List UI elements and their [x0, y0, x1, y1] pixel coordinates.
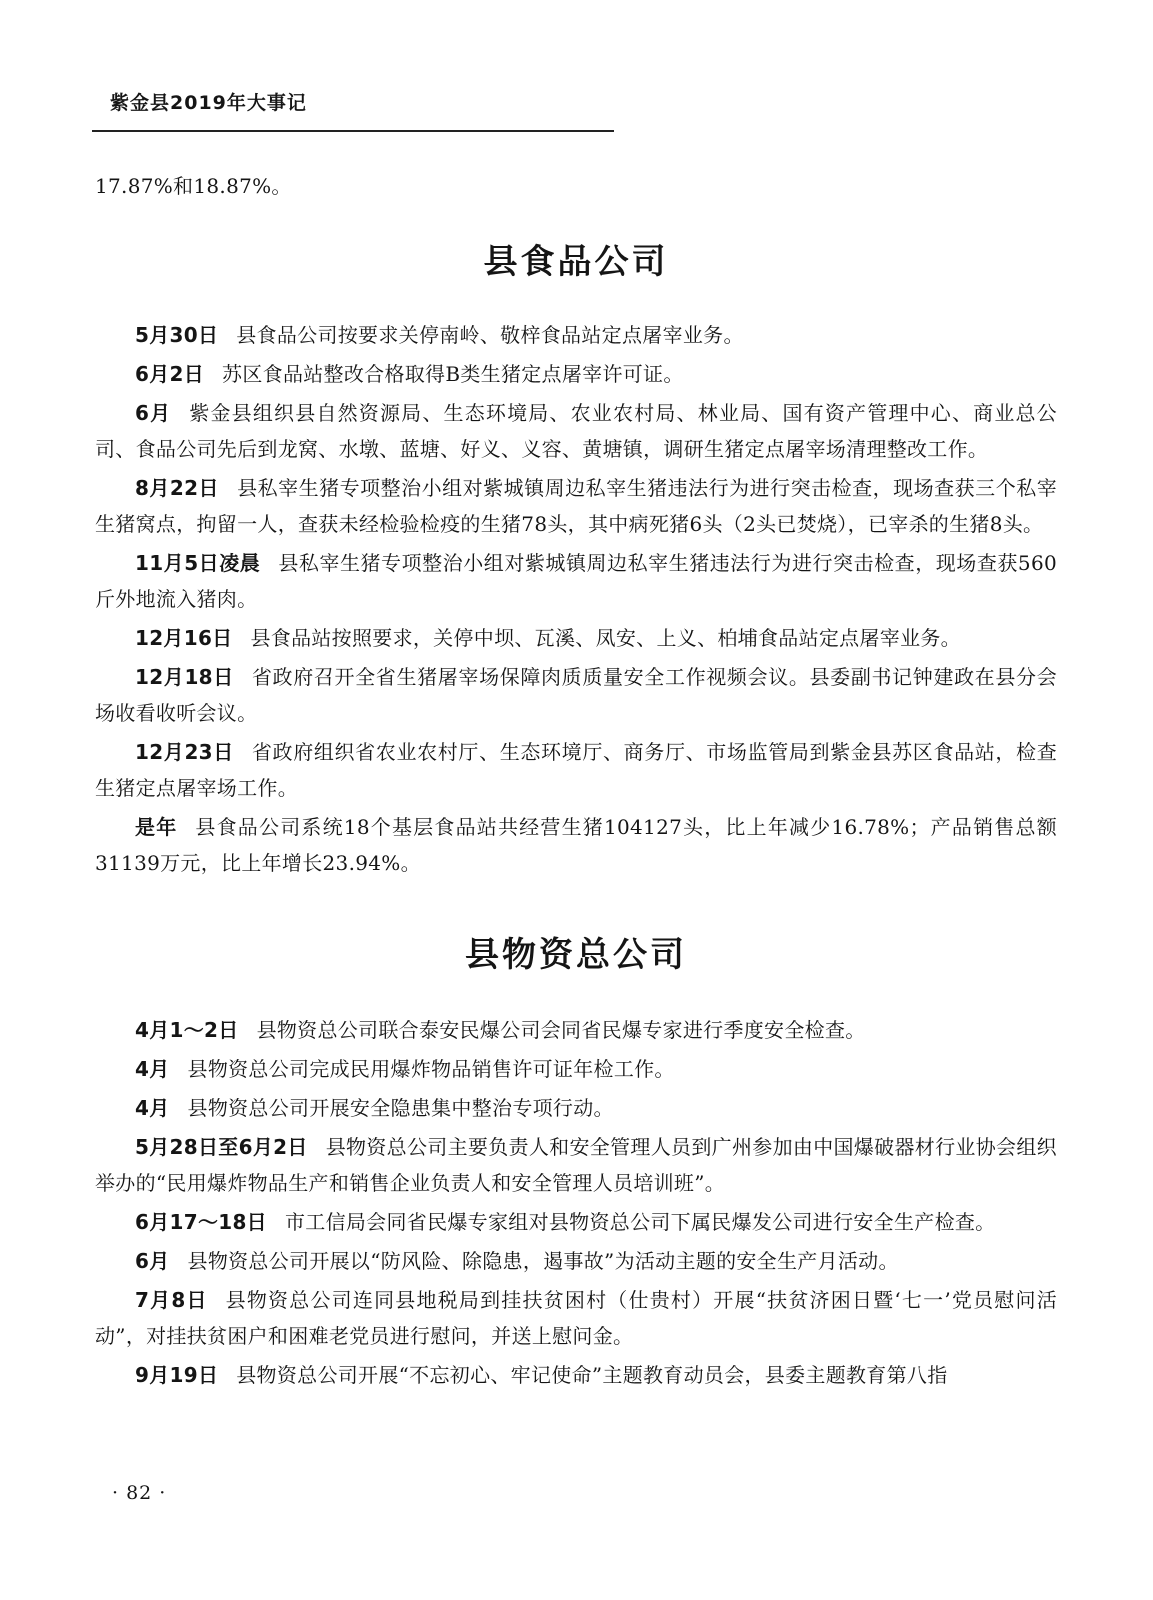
event-text: 县私宰生猪专项整治小组对紫城镇周边私宰生猪违法行为进行突击检查，现场查获560斤外地流入猪肉。 — [95, 551, 1058, 611]
event-text: 省政府召开全省生猪屠宰场保障肉质质量安全工作视频会议。县委副书记钟建政在县分会场收看收听会议。 — [95, 665, 1058, 725]
event-date: 5月28日至6月2日 — [135, 1135, 308, 1159]
event-entry — [95, 1051, 1057, 1087]
event-text: 苏区食品站整改合格取得B类生猪定点屠宰许可证。 — [222, 362, 684, 386]
section-entries-food-company — [95, 317, 1057, 881]
event-entry — [95, 620, 1057, 656]
event-date: 6月2日 — [135, 362, 205, 386]
event-text: 县物资总公司联合泰安民爆公司会同省民爆专家进行季度安全检查。 — [256, 1018, 866, 1042]
event-entry — [95, 809, 1057, 881]
event-date: 4月 — [135, 1057, 170, 1081]
event-text: 省政府组织省农业农村厅、生态环境厅、商务厅、市场监管局到紫金县苏区食品站，检查生猪定点屠宰场工作。 — [95, 740, 1058, 800]
event-entry — [95, 1012, 1057, 1048]
running-title: 紫金县2019年大事记 — [110, 92, 307, 114]
event-date: 8月22日 — [135, 476, 220, 500]
event-text: 县私宰生猪专项整治小组对紫城镇周边私宰生猪违法行为进行突击检查，现场查获三个私宰生猪窝点，拘留一人，查获未经检验检疫的生猪78头，其中病死猪6头（2头已焚烧），已宰杀的生猪8头。 — [95, 476, 1057, 536]
event-date: 6月 — [135, 1249, 170, 1273]
event-date: 5月30日 — [135, 323, 219, 347]
header-rule — [92, 130, 614, 132]
event-entry — [95, 734, 1057, 806]
event-date: 12月18日 — [135, 665, 234, 689]
event-entry — [95, 659, 1057, 731]
event-entry — [95, 1204, 1057, 1240]
event-entry — [95, 1129, 1057, 1201]
section-title-materials-company: 县物资总公司 — [465, 935, 687, 975]
event-entry — [95, 317, 1057, 353]
event-text: 县物资总公司开展“不忘初心、牢记使命”主题教育动员会，县委主题教育第八指 — [236, 1363, 948, 1387]
event-text: 县物资总公司连同县地税局到挂扶贫困村（仕贵村）开展“扶贫济困日暨‘七一’党员慰问活动”，对挂扶贫困户和困难老党员进行慰问，并送上慰问金。 — [95, 1288, 1057, 1348]
event-text: 市工信局会同省民爆专家组对县物资总公司下属民爆发公司进行安全生产检查。 — [284, 1210, 996, 1234]
event-entry — [95, 545, 1057, 617]
event-entry — [95, 1090, 1057, 1126]
event-date: 6月17～18日 — [135, 1210, 267, 1234]
event-text: 县物资总公司完成民用爆炸物品销售许可证年检工作。 — [187, 1057, 675, 1081]
event-date: 9月19日 — [135, 1363, 219, 1387]
event-date: 4月1～2日 — [135, 1018, 239, 1042]
event-entry — [95, 1282, 1057, 1354]
event-text: 县物资总公司主要负责人和安全管理人员到广州参加由中国爆破器材行业协会组织举办的“民用爆炸物品生产和销售企业负责人和安全管理人员培训班”。 — [95, 1135, 1057, 1195]
event-text: 县食品公司系统18个基层食品站共经营生猪104127头，比上年减少16.78%；产品销售总额31139万元，比上年增长23.94%。 — [95, 815, 1057, 875]
event-entry — [95, 395, 1057, 467]
event-date: 12月16日 — [135, 626, 233, 650]
section-entries-materials-company — [95, 1012, 1057, 1393]
event-date: 6月 — [135, 401, 172, 425]
event-entry — [95, 1357, 1057, 1393]
event-text: 县食品站按照要求，关停中坝、瓦溪、凤安、上义、柏埔食品站定点屠宰业务。 — [250, 626, 961, 650]
page-number: · 82 · — [112, 1482, 167, 1504]
event-date: 11月5日凌晨 — [135, 551, 261, 575]
event-text: 县食品公司按要求关停南岭、敬梓食品站定点屠宰业务。 — [236, 323, 744, 347]
event-text: 紫金县组织县自然资源局、生态环境局、农业农村局、林业局、国有资产管理中心、商业总公司、食品公司先后到龙窝、水墩、蓝塘、好义、义容、黄塘镇，调研生猪定点屠宰场清理整改工作。 — [95, 401, 1057, 461]
event-entry — [95, 470, 1057, 542]
event-date: 12月23日 — [135, 740, 234, 764]
event-date: 是年 — [135, 815, 178, 839]
section-title-food-company: 县食品公司 — [483, 242, 669, 282]
event-text: 县物资总公司开展以“防风险、除隐患，遏事故”为活动主题的安全生产月活动。 — [187, 1249, 899, 1273]
event-text: 县物资总公司开展安全隐患集中整治专项行动。 — [187, 1096, 614, 1120]
event-date: 4月 — [135, 1096, 170, 1120]
continued-paragraph: 17.87%和18.87%。 — [95, 174, 292, 198]
page-content — [95, 168, 1057, 1396]
event-entry — [95, 356, 1057, 392]
event-entry — [95, 1243, 1057, 1279]
event-date: 7月8日 — [135, 1288, 208, 1312]
